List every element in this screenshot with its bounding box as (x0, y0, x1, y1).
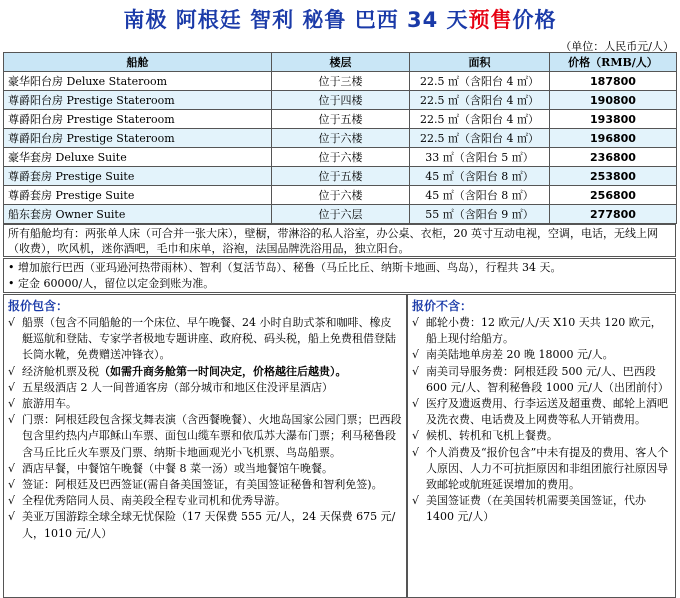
cell-cabin: 船东套房 Owner Suite (4, 205, 272, 224)
cell-cabin: 尊爵套房 Prestige Suite (4, 186, 272, 205)
cell-price: 187800 (550, 72, 677, 91)
cell-price: 236800 (550, 148, 677, 167)
unit-note: （单位：人民币元/人） (560, 40, 674, 53)
cell-price: 193800 (550, 110, 677, 129)
excluded-item: √ 候机、转机和飞机上餐费。 (412, 428, 671, 444)
included-item: √ 旅游用车。 (8, 396, 402, 412)
route-line: • 增加旅行巴西（亚玛逊河热带雨林）、智利（复活节岛）、秘鲁（马丘比丘、纳斯卡地画、鸟岛），行程共 34 天。 (8, 261, 562, 274)
included-item: √ 船票（包含不同船舱的一个床位、早午晚餐、24 小时自助式茶和咖啡、橡皮艇巡航和登陆、专家学者极地专题讲座、政府税、码头税，船上免费租借登陆长筒水靴，免费赠送冲锋衣）。 (8, 316, 396, 362)
cell-price: 256800 (550, 186, 677, 205)
cell-deck: 位于四楼 (272, 91, 410, 110)
check-icon: √ (8, 397, 16, 411)
table-row (4, 91, 677, 110)
check-icon: √ (8, 510, 16, 524)
check-icon: √ (412, 429, 420, 443)
check-icon: √ (412, 364, 420, 378)
route-note (3, 258, 676, 293)
check-icon: √ (8, 380, 16, 394)
cell-cabin: 尊爵阳台房 Prestige Stateroom (4, 129, 272, 148)
excluded-item: √ 美国签证费（在美国转机需要美国签证，代办 1400 元/人） (412, 494, 646, 524)
excluded-item: √ 南美司导服务费：阿根廷段 500 元/人、巴西段 600 元/人、智利秘鲁段 1000 元/人（出团前付） (412, 364, 669, 394)
included-item: √ 酒店早餐，中餐馆午晚餐（中餐 8 菜一汤）或当地餐馆午晚餐。 (8, 461, 402, 477)
check-icon: √ (412, 316, 420, 329)
cell-price: 196800 (550, 129, 677, 148)
cell-deck: 位于五楼 (272, 110, 410, 129)
included-item: √ 美亚万国游踪全球全球无忧保险（17 天保费 555 元/人，24 天保费 675 元/人，1010 元/人） (8, 510, 396, 540)
excluded-item: √ 邮轮小费：12 欧元/人/天 X10 天共 120 欧元，船上现付给船方。 (412, 316, 662, 346)
header-cabin: 船舱 (4, 53, 272, 72)
check-icon: √ (8, 478, 16, 492)
cell-price: 190800 (550, 91, 677, 110)
cell-cabin: 尊爵阳台房 Prestige Stateroom (4, 110, 272, 129)
cell-cabin: 尊爵套房 Prestige Suite (4, 167, 272, 186)
presale-highlight: 预售 (468, 8, 513, 32)
cell-deck: 位于六层 (272, 205, 410, 224)
excluded-list (412, 315, 671, 526)
cell-deck: 位于三楼 (272, 72, 410, 91)
included-item: √ 门票：阿根廷段包含探戈舞表演（含西餐晚餐）、火地岛国家公园门票；巴西段包含里约热内卢耶稣山车票、面包山缆车票和依瓜苏大瀑布门票；利马秘鲁段含马丘比丘火车票及门票、纳斯卡地画观光小飞机票、鸟岛船票。 (8, 413, 402, 459)
included-item: √ 签证：阿根廷及巴西签证(需自备美国签证，有美国签证秘鲁和智利免签)。 (8, 477, 402, 493)
cell-cabin: 豪华阳台房 Deluxe Stateroom (4, 72, 272, 91)
cell-area: 22.5 ㎡（含阳台 4 ㎡） (410, 129, 550, 148)
amenities-note: 所有船舱均有：两张单人床（可合并一张大床），壁橱，带淋浴的私人浴室，办公桌、衣柜，20 英寸互动电视，空调，电话，无线上网（收费），吹风机，迷你酒吧，毛巾和床单，浴袍，法国品牌洗浴用品，独立阳台。 (3, 224, 676, 257)
cell-area: 22.5 ㎡（含阳台 4 ㎡） (410, 91, 550, 110)
cell-area: 45 ㎡（含阳台 8 ㎡） (410, 186, 550, 205)
cell-deck: 位于六楼 (272, 186, 410, 205)
included-heading: 报价包含： (8, 299, 69, 313)
included-item: √ 经济舱机票及税（如需升商务舱第一时间决定，价格越往后越贵）。 (8, 364, 402, 380)
header-price: 价格（RMB/人） (550, 53, 677, 72)
excluded-item: √ 南美陆地单房差 20 晚 18000 元/人。 (412, 347, 671, 363)
included-item: √ 全程优秀陪同人员、南美段全程专业司机和优秀导游。 (8, 493, 402, 509)
cell-price: 253800 (550, 167, 677, 186)
check-icon: √ (412, 494, 420, 508)
table-row (4, 72, 677, 91)
check-icon: √ (412, 397, 420, 411)
deposit-line: • 定金 60000/人，留位以定金到账为准。 (8, 277, 215, 290)
cell-cabin: 豪华套房 Deluxe Suite (4, 148, 272, 167)
check-icon: √ (8, 461, 16, 475)
table-row (4, 167, 677, 186)
table-row (4, 110, 677, 129)
check-icon: √ (412, 348, 420, 362)
included-section (3, 294, 407, 598)
table-row (4, 186, 677, 205)
cell-area: 33 ㎡（含阳台 5 ㎡） (410, 148, 550, 167)
page-title: 南极 阿根廷 智利 秘鲁 巴西 34 天预售价格 (123, 8, 557, 32)
excluded-item: √ 医疗及遗返费用、行李运送及超重费、邮轮上酒吧及洗衣费、电话费及上网费等私人开销费用。 (412, 397, 668, 427)
check-icon: √ (8, 494, 16, 508)
table-row (4, 148, 677, 167)
excluded-section (407, 294, 676, 598)
included-list (8, 315, 402, 542)
price-table (3, 52, 677, 224)
cell-deck: 位于六楼 (272, 148, 410, 167)
cell-price: 277800 (550, 205, 677, 224)
cell-area: 22.5 ㎡（含阳台 4 ㎡） (410, 72, 550, 91)
cell-area: 45 ㎡（含阳台 8 ㎡） (410, 167, 550, 186)
excluded-item: √ 个人消费及“报价包含”中未有提及的费用、客人个人原因、人力不可抗拒原因和非组团旅行社原因导致邮轮或航班延误增加的费用。 (412, 445, 669, 492)
table-row (4, 129, 677, 148)
cell-area: 55 ㎡（含阳台 9 ㎡） (410, 205, 550, 224)
included-item: √ 五星级酒店 2 人一间普通客房（部分城市和地区住没评星酒店） (8, 380, 402, 396)
check-icon: √ (8, 364, 16, 378)
cell-area: 22.5 ㎡（含阳台 4 ㎡） (410, 110, 550, 129)
excluded-heading: 报价不含： (412, 299, 473, 313)
cell-cabin: 尊爵阳台房 Prestige Stateroom (4, 91, 272, 110)
header-deck: 楼层 (272, 53, 410, 72)
check-icon: √ (412, 445, 420, 459)
check-icon: √ (8, 316, 16, 329)
table-body (4, 72, 677, 224)
header-area: 面积 (410, 53, 550, 72)
cell-deck: 位于五楼 (272, 167, 410, 186)
cell-deck: 位于六楼 (272, 129, 410, 148)
table-header-row (4, 53, 677, 72)
table-row (4, 205, 677, 224)
check-icon: √ (8, 413, 16, 427)
